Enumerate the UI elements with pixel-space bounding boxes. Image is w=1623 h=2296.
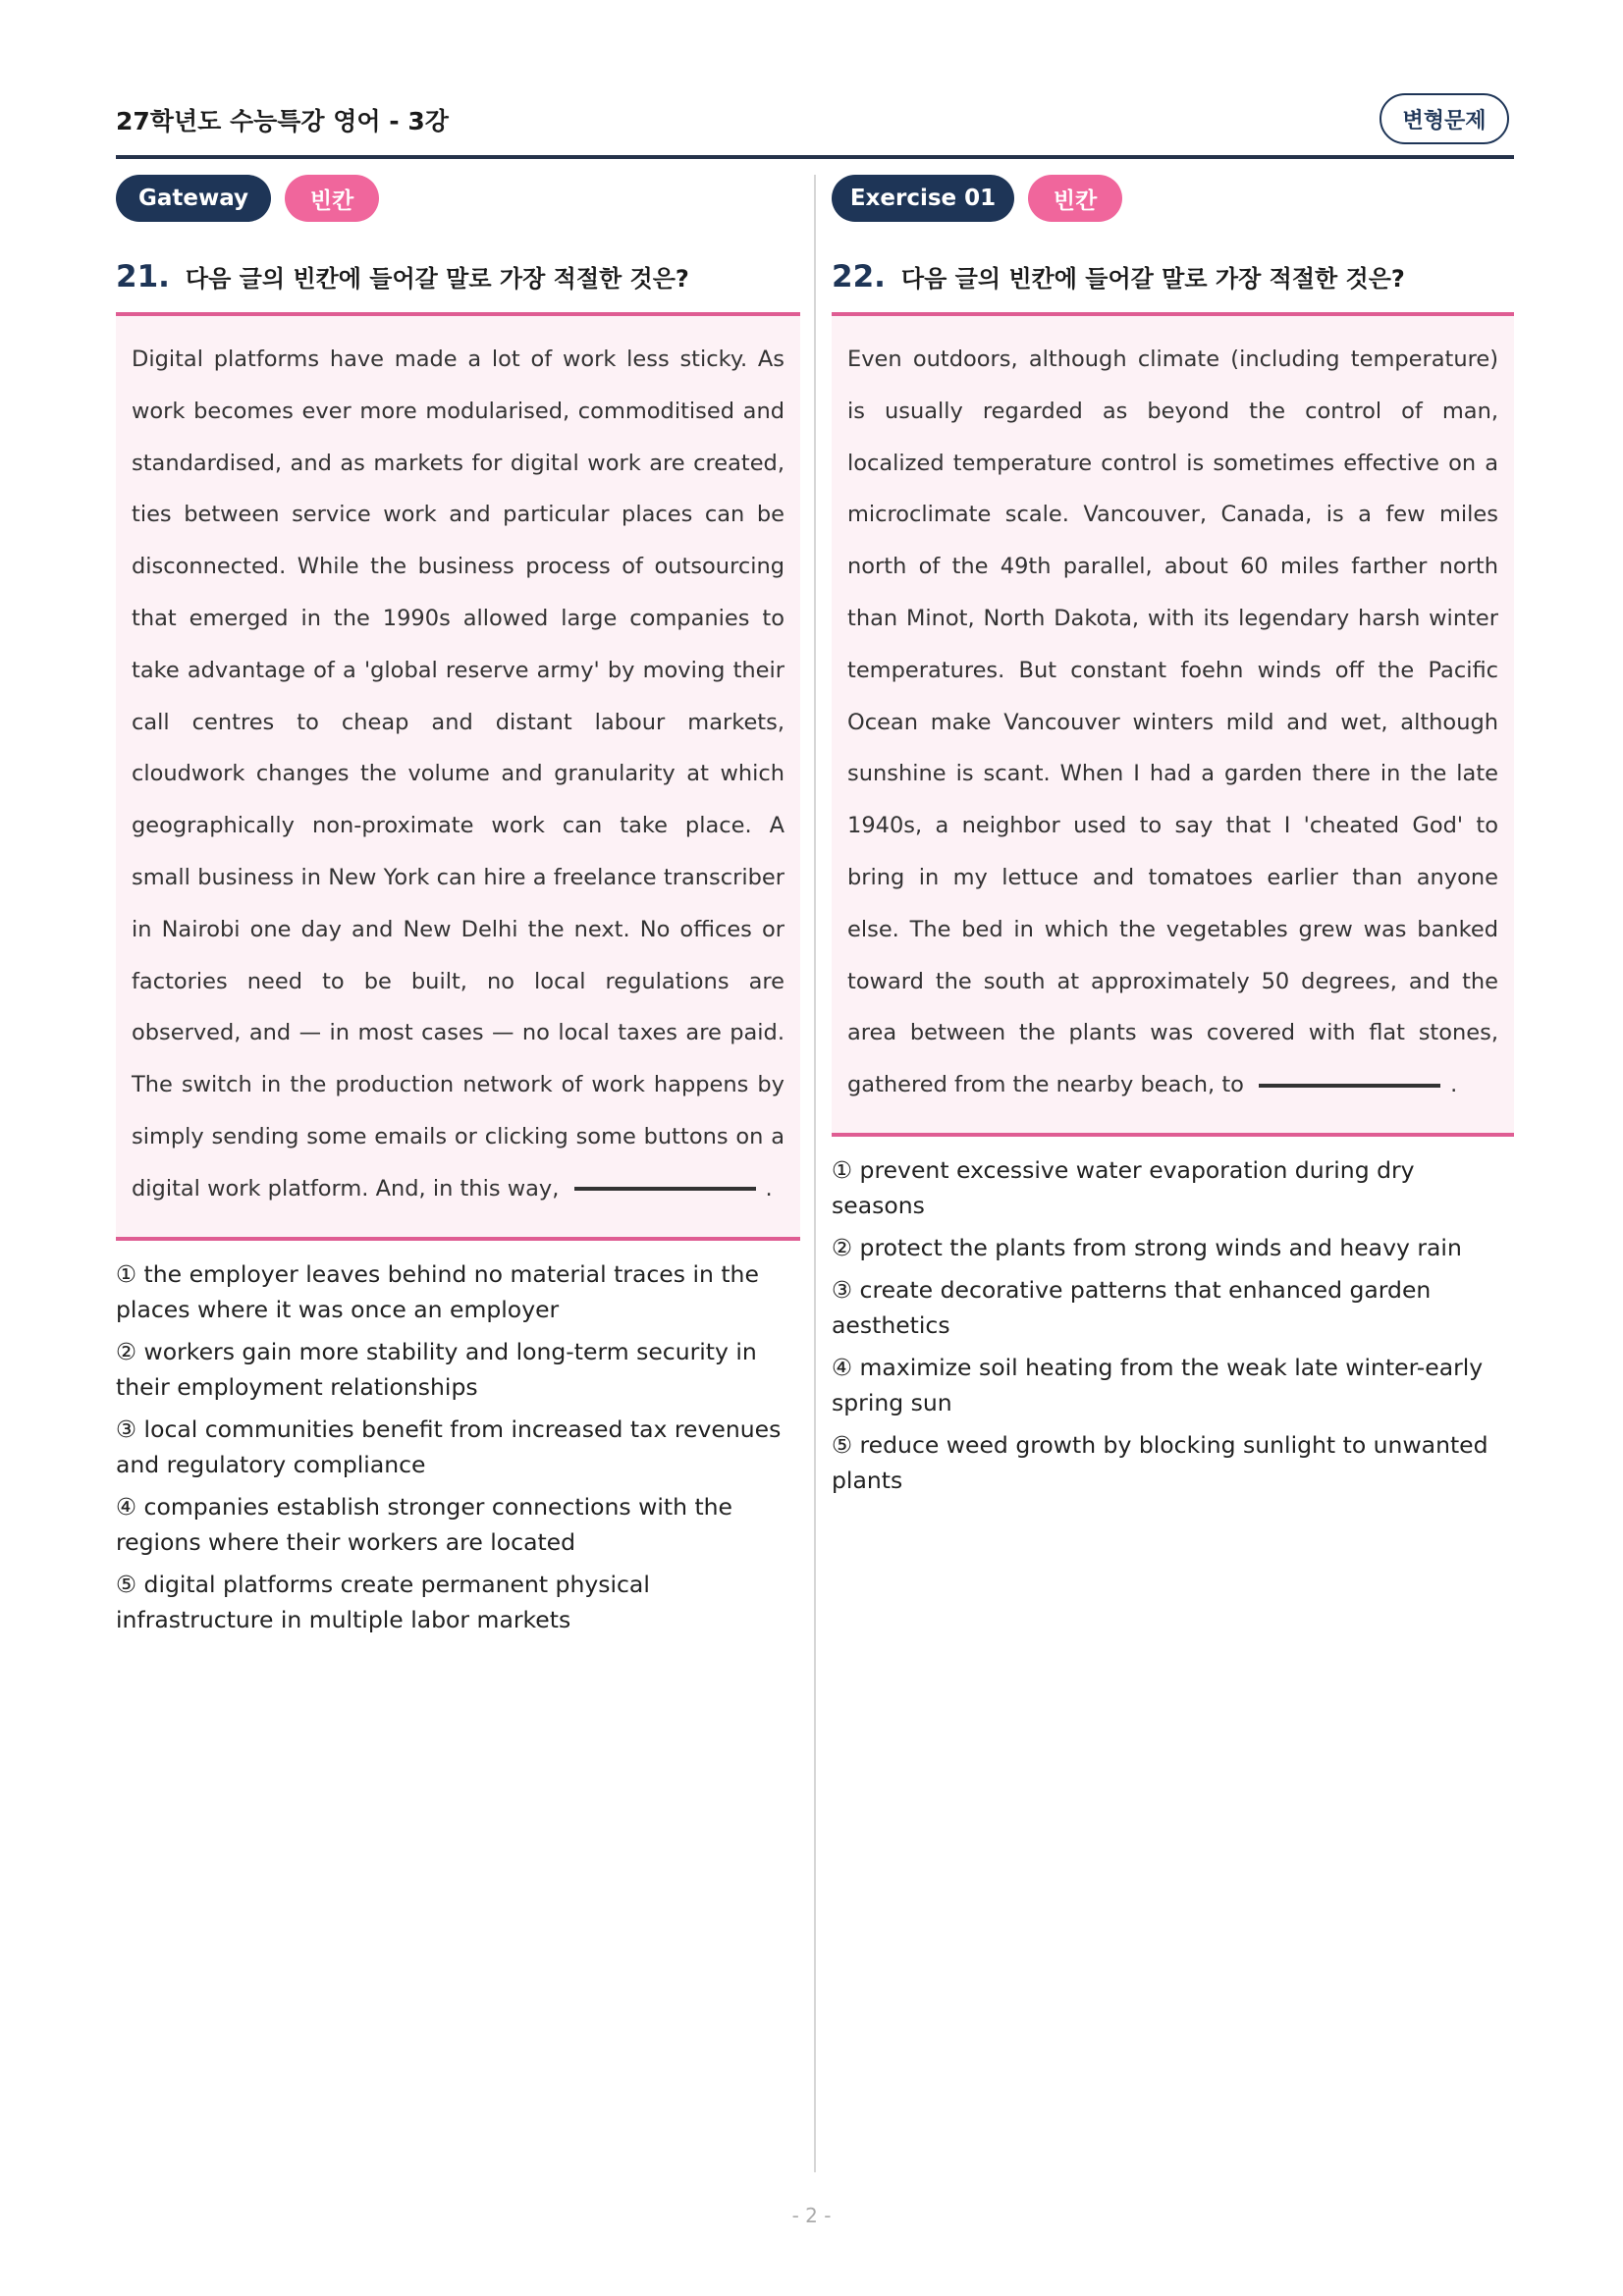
passage-period: .: [765, 1175, 773, 1201]
choice-5[interactable]: ⑤ reduce weed growth by blocking sunlight to unwanted plants: [832, 1430, 1488, 1494]
answer-choices: [116, 1256, 800, 1637]
answer-blank: [1259, 1084, 1440, 1088]
choice-1[interactable]: ① prevent excessive water evaporation during dry seasons: [832, 1155, 1415, 1219]
passage-rule: [832, 1133, 1514, 1137]
header-rule: [116, 155, 1514, 159]
question-21-tags: [116, 175, 800, 222]
choice-2[interactable]: ② workers gain more stability and long-term security in their employment relationships: [116, 1337, 757, 1401]
question-21-column: [116, 175, 800, 1644]
passage-box: [832, 316, 1514, 1133]
page-number: - 2 -: [791, 2204, 832, 2227]
question-22-title: [832, 259, 1514, 294]
answer-choices: [832, 1152, 1514, 1498]
passage-text: Digital platforms have made a lot of work less sticky. As work becomes ever more modularised, commoditised and standardised, and as markets for digital work are created, ties between service work and particular places can be disconnected. While the business process of outsourcing that emerged in the 1990s allowed large companies to take advantage of a 'global reserve army' by moving their call centres to cheap and distant labour markets, cloudwork changes the volume and granularity at which geographically non-proximate work can take place. A small business in New York can hire a freelance transcriber in Nairobi one day and New Delhi the next. No offices or factories need to be built, no local regulations are observed, and — in most cases — no local taxes are paid. The switch in the production network of work happens by simply sending some emails or clicking some buttons on a digital work platform. And, in this way,: [132, 347, 784, 1201]
gateway-tag: Gateway: [116, 175, 271, 222]
choice-1[interactable]: ① the employer leaves behind no material traces in the places where it was once an employer: [116, 1259, 759, 1323]
question-number: 21.: [116, 259, 170, 294]
passage-box: [116, 316, 800, 1237]
choice-2[interactable]: ② protect the plants from strong winds and heavy rain: [832, 1233, 1462, 1261]
question-prompt: 다음 글의 빈칸에 들어갈 말로 가장 적절한 것은?: [185, 265, 689, 293]
question-number: 22.: [832, 259, 886, 294]
choice-4[interactable]: ④ maximize soil heating from the weak late winter-early spring sun: [832, 1353, 1484, 1416]
passage-rule: [116, 1237, 800, 1241]
choice-4[interactable]: ④ companies establish stronger connections with the regions where their workers are located: [116, 1492, 733, 1556]
exercise-tag: Exercise 01: [832, 175, 1014, 222]
question-21-title: [116, 259, 800, 294]
blank-type-tag: 빈칸: [285, 175, 379, 222]
question-prompt: 다음 글의 빈칸에 들어갈 말로 가장 적절한 것은?: [900, 265, 1405, 293]
choice-3[interactable]: ③ create decorative patterns that enhanced garden aesthetics: [832, 1275, 1432, 1339]
header-badge: 변형문제: [1380, 93, 1509, 144]
choice-5[interactable]: ⑤ digital platforms create permanent physical infrastructure in multiple labor markets: [116, 1570, 650, 1633]
column-divider: [814, 175, 816, 2172]
passage-period: .: [1450, 1072, 1458, 1098]
passage-text: Even outdoors, although climate (including temperature) is usually regarded as beyond the control of man, localized temperature control is sometimes effective on a microclimate scale. Vancouver, Canada, is a few miles north of the 49th parallel, about 60 miles farther north than Minot, North Dakota, with its legendary harsh winter temperatures. But constant foehn winds off the Pacific Ocean make Vancouver winters mild and wet, although sunshine is scant. When I had a garden there in the late 1940s, a neighbor used to say that I 'cheated God' to bring in my lettuce and tomatoes earlier than anyone else. The bed in which the vegetables grew was banked toward the south at approximately 50 degrees, and the area between the plants was covered with flat stones, gathered from the nearby beach, to: [847, 347, 1498, 1098]
question-22-column: [832, 175, 1514, 1505]
choice-3[interactable]: ③ local communities benefit from increased tax revenues and regulatory compliance: [116, 1415, 782, 1478]
blank-type-tag: 빈칸: [1028, 175, 1122, 222]
answer-blank: [574, 1187, 756, 1191]
question-22-tags: [832, 175, 1514, 222]
page-header-title: 27학년도 수능특강 영어 - 3강: [116, 107, 449, 135]
